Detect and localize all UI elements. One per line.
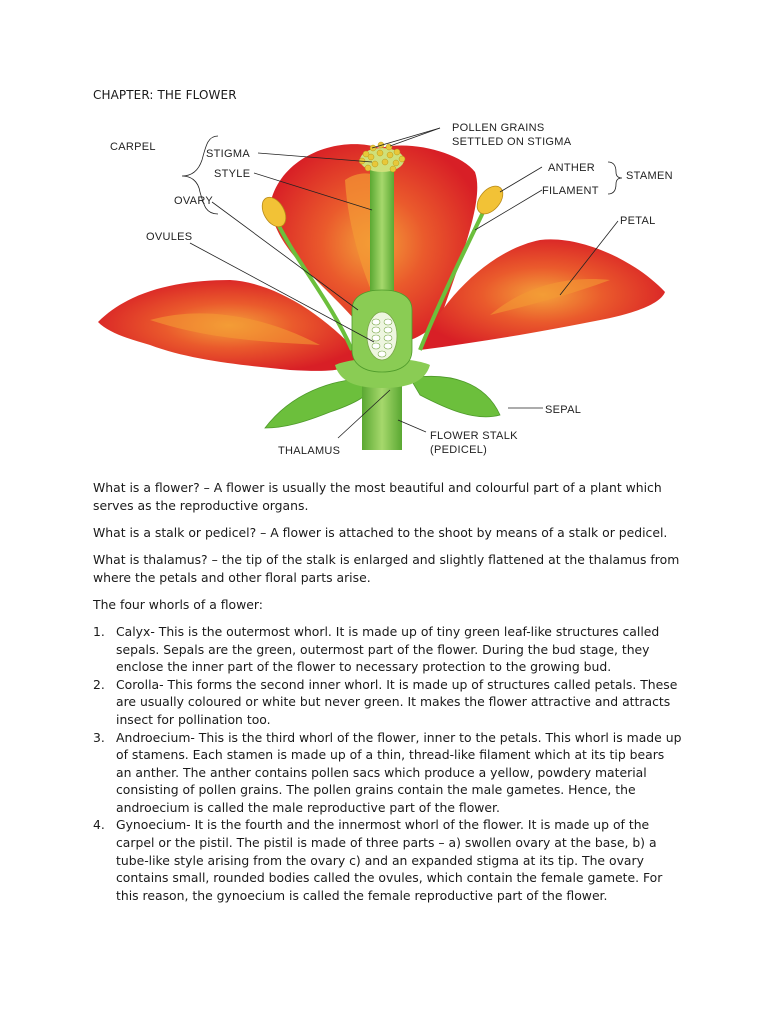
paragraph-thalamus: What is thalamus? – the tip of the stalk is enlarged and slightly flattened at the thalamus from where the petals and other floral parts arise. [93, 551, 680, 585]
label-stalk-line2: (PEDICEL) [430, 444, 488, 456]
label-stalk-line1: FLOWER STALK [430, 430, 518, 442]
list-item [93, 623, 683, 676]
list-number: 2. [93, 676, 105, 692]
whorls-intro: The four whorls of a flower: [93, 596, 263, 612]
paragraph-flower: What is a flower? – A flower is usually the most beautiful and colourful part of a plant which serves as the reproductive organs. [93, 480, 662, 513]
style [370, 162, 394, 312]
list-text: Androecium- This is the third whorl of the flower, inner to the petals. This whorl is made up of stamens. Each stamen is made up of a thin, thread-like filament which at its tip bears an anther. The anther contains pollen sacs which produce a yellow, powdery material consisting of pollen grains. The pollen grains contain the male gametes. Hence, the androecium is called the male reproductive part of the flower. [116, 729, 682, 815]
list-number: 3. [93, 729, 105, 745]
list-text: Gynoecium- It is the fourth and the innermost whorl of the flower. It is made up of the carpel or the pistil. The pistil is made of three parts – a) swollen ovary at the base, b) a tube-like style arising from the ovary c) and an expanded stigma at its tip. The ovary contains small, rounded bodies called the ovules, which contain the female gamete. For this reason, the gynoecium is called the female reproductive part of the flower. [116, 817, 663, 903]
label-anther: ANTHER [548, 162, 596, 174]
list-item [93, 816, 683, 904]
list-item [93, 676, 683, 729]
label-thalamus: THALAMUS [278, 445, 341, 457]
label-petal: PETAL [620, 215, 656, 227]
list-text: Calyx- This is the outermost whorl. It is made up of tiny green leaf-like structures called sepals. Sepals are the green, outermost part of the flower. During the bud stage, they enclose the inner part of the flower to necessary protection to the growing bud. [116, 623, 660, 675]
label-pollen-line2: SETTLED ON STIGMA [452, 136, 572, 148]
label-stamen: STAMEN [626, 170, 673, 182]
paragraph-stalk: What is a stalk or pedicel? – A flower is attached to the shoot by means of a stalk or pedicel. [93, 524, 668, 540]
label-pollen-line1: POLLEN GRAINS [452, 122, 545, 134]
page-title: CHAPTER: THE FLOWER [93, 88, 237, 102]
right-sepal [410, 376, 500, 417]
label-style: STYLE [214, 168, 251, 180]
body-text [93, 479, 683, 904]
right-anther [472, 181, 508, 218]
stamen-brace [608, 162, 622, 194]
label-ovules: OVULES [146, 231, 193, 243]
flower-stalk [362, 380, 402, 450]
list-number: 1. [93, 623, 105, 639]
label-sepal: SEPAL [545, 404, 582, 416]
label-filament: FILAMENT [542, 185, 599, 197]
flower-diagram-svg [90, 110, 690, 470]
list-number: 4. [93, 817, 105, 833]
label-ovary: OVARY [174, 195, 213, 207]
label-stigma: STIGMA [206, 148, 250, 160]
label-carpel: CARPEL [110, 141, 156, 153]
list-text: Corolla- This forms the second inner whorl. It is made up of structures called petals. These are usually coloured or white but never green. It makes the flower attractive and attracts insect for pollination too. [116, 676, 678, 727]
flower-diagram [90, 110, 690, 470]
list-item [93, 729, 683, 817]
whorls-list [93, 623, 683, 905]
